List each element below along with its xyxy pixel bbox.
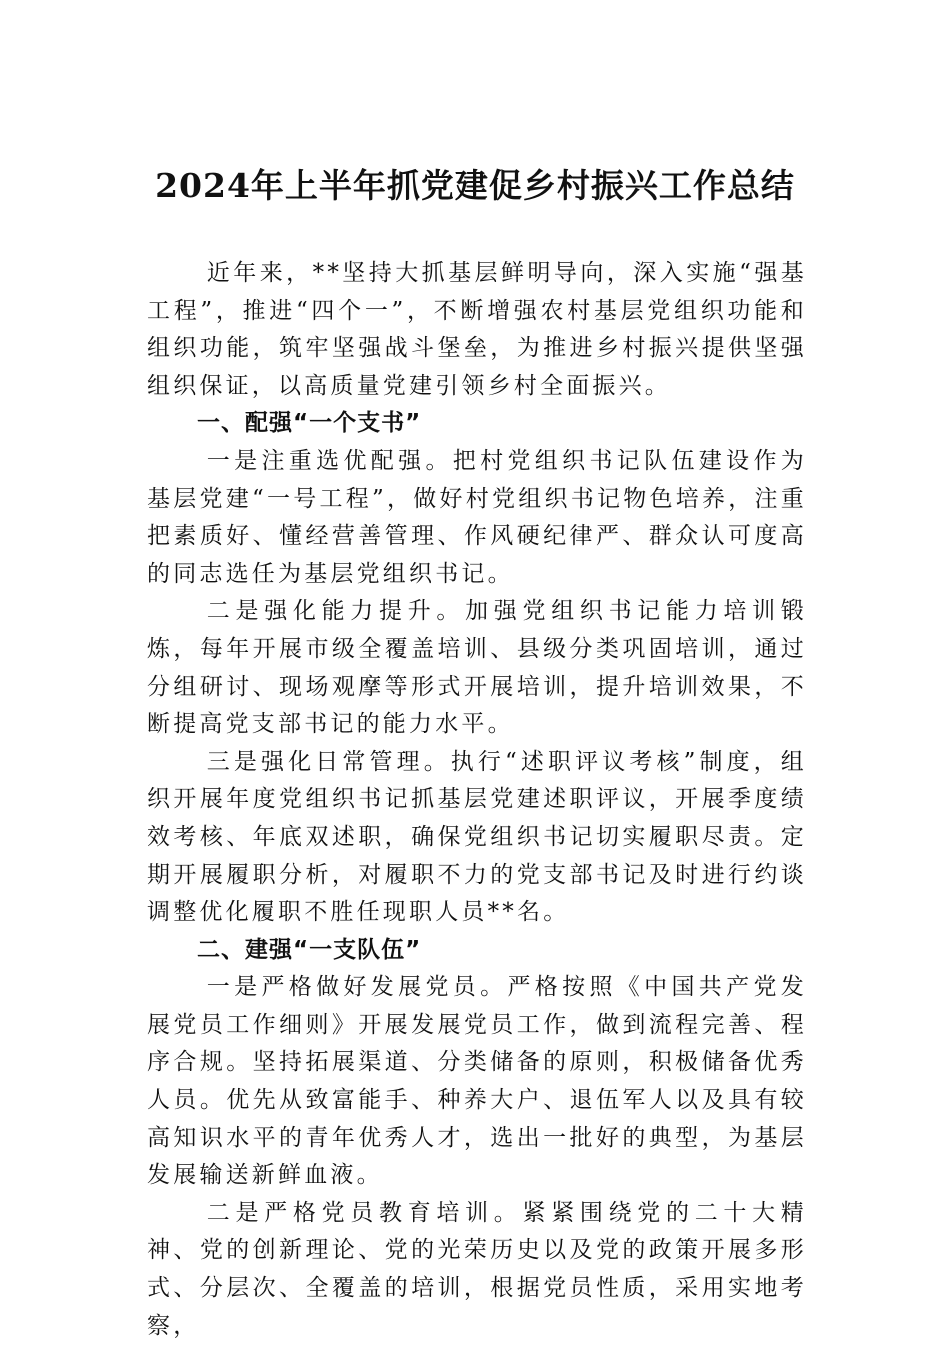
body-paragraph: 二是强化能力提升。加强党组织书记能力培训锻炼，每年开展市级全覆盖培训、县级分类巩固培训，通过分组研讨、现场观摩等形式开展培训，提升培训效果，不断提高党支部书记的能力水平。 [147,598,807,738]
intro-paragraph: 近年来，**坚持大抓基层鲜明导向，深入实施“强基工程”，推进“四个一”，不断增强农村基层党组织功能和组织功能，筑牢坚强战斗堡垒，为推进乡村振兴提供坚强组织保证，以高质量党建引领乡村全面振兴。 [147,260,807,399]
section-heading: 二、建强“一支队伍” [197,936,422,963]
body-paragraph: 一是注重选优配强。把村党组织书记队伍建设作为基层党建“一号工程”，做好村党组织书记物色培养，注重把素质好、懂经营善管理、作风硬纪律严、群众认可度高的同志选任为基层党组织书记。 [147,447,807,587]
document-body [147,255,807,1345]
body-paragraph: 一是严格做好发展党员。严格按照《中国共产党发展党员工作细则》开展发展党员工作，做到流程完善、程序合规。坚持拓展渠道、分类储备的原则，积极储备优秀人员。优先从致富能手、种养大户、退伍军人以及具有较高知识水平的青年优秀人才，选出一批好的典型，为基层发展输送新鲜血液。 [147,974,807,1189]
body-paragraph: 二是严格党员教育培训。紧紧围绕党的二十大精神、党的创新理论、党的光荣历史以及党的政策开展多形式、分层次、全覆盖的培训，根据党员性质，采用实地考察， [147,1199,807,1339]
document-title: 2024年上半年抓党建促乡村振兴工作总结 [155,166,795,205]
section-heading: 一、配强“一个支书” [197,410,422,437]
body-paragraph: 三是强化日常管理。执行“述职评议考核”制度，组织开展年度党组织书记抓基层党建述职评议，开展季度绩效考核、年底双述职，确保党组织书记切实履职尽责。定期开展履职分析，对履职不力的党支部书记及时进行约谈调整优化履职不胜任现职人员**名。 [147,748,807,926]
